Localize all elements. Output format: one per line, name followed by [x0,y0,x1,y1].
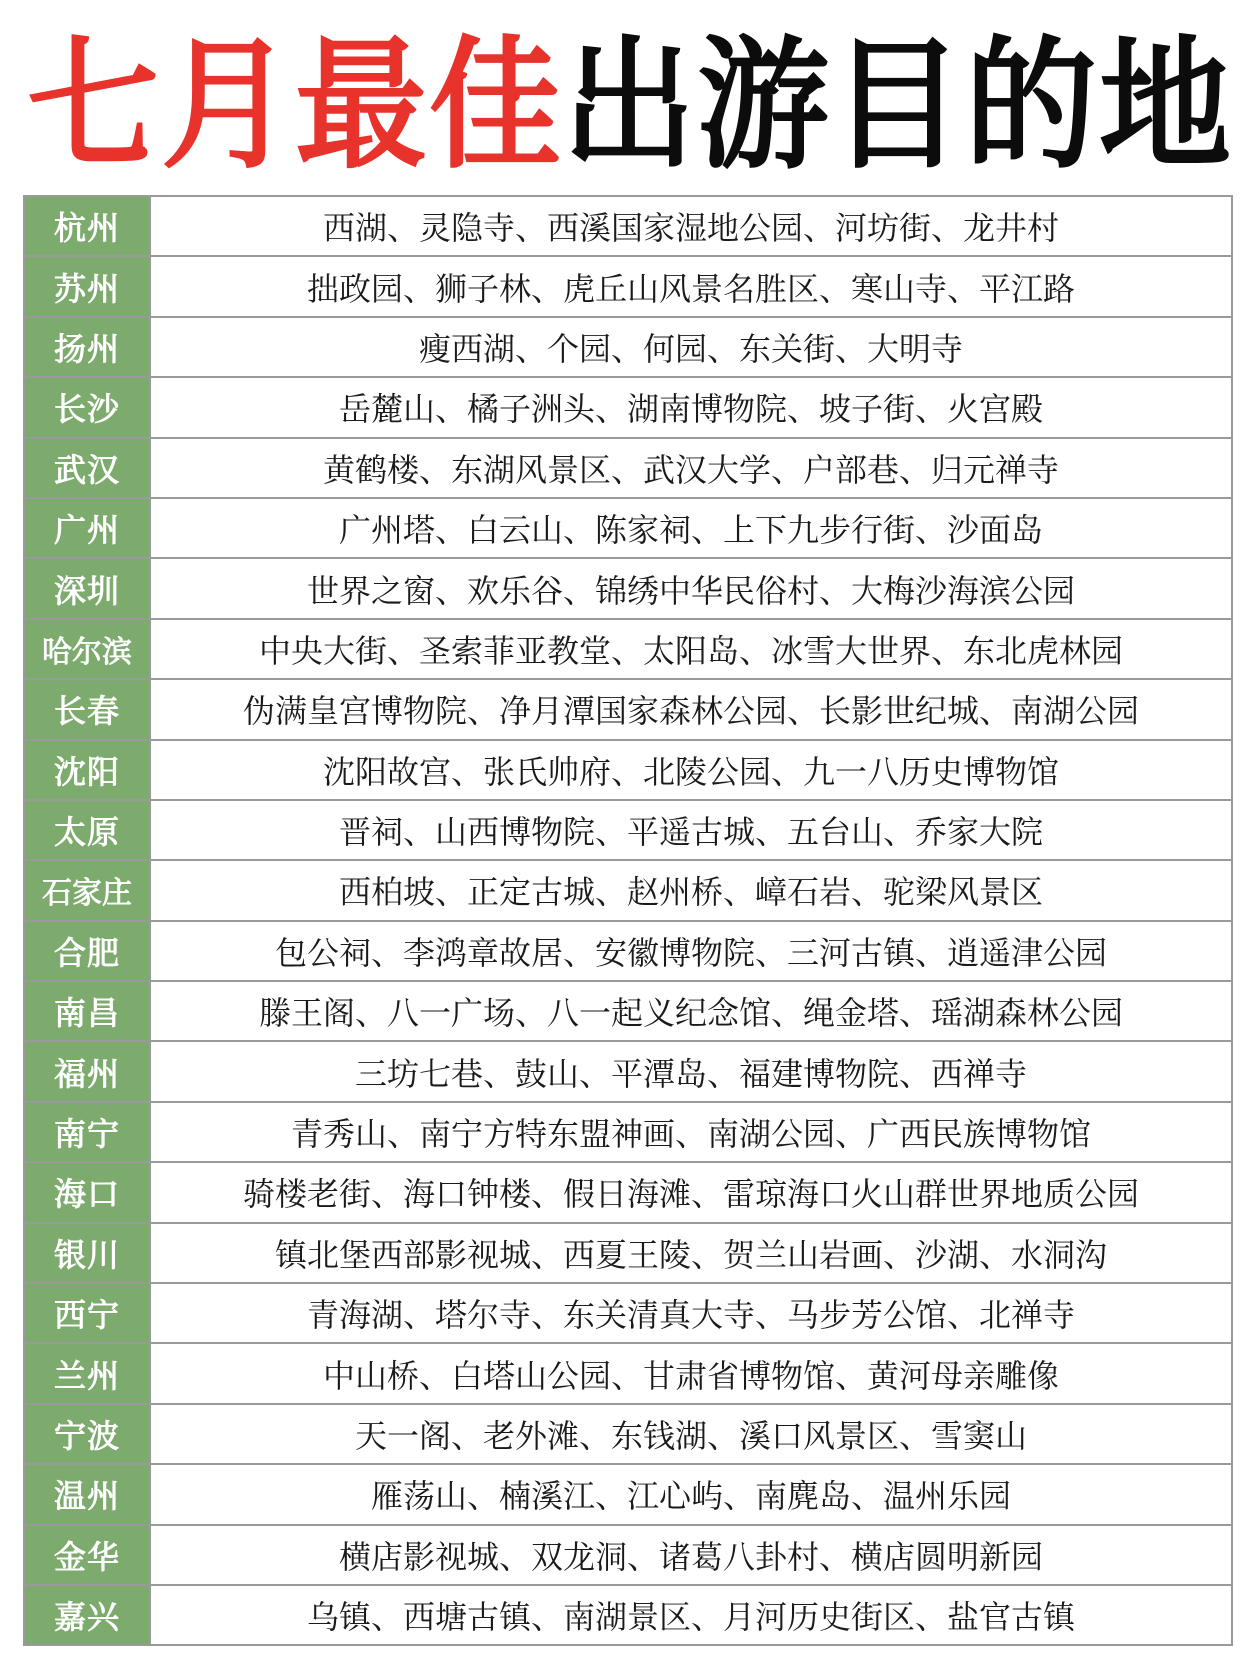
city-cell: 长沙 [25,378,151,436]
table-row [25,801,1231,861]
city-cell: 沈阳 [25,741,151,799]
attractions-cell: 中山桥、白塔山公园、甘肃省博物馆、黄河母亲雕像 [322,1356,1059,1395]
attractions-cell: 沈阳故宫、张氏帅府、北陵公园、九一八历史博物馆 [322,752,1059,791]
city-cell: 南宁 [25,1103,151,1161]
table-row [25,620,1231,680]
city-cell: 深圳 [25,559,151,617]
attractions-cell: 晋祠、山西博物院、平遥古城、五台山、乔家大院 [338,813,1043,852]
attractions-cell: 西湖、灵隐寺、西溪国家湿地公园、河坊街、龙井村 [322,209,1059,248]
city-cell: 杭州 [25,197,151,255]
city-cell: 宁波 [25,1405,151,1463]
title-red-part: 七月最佳 [27,22,563,190]
table-row [25,1465,1231,1525]
attractions-cell: 世界之窗、欢乐谷、锦绣中华民俗村、大梅沙海滨公园 [306,571,1075,610]
city-cell: 银川 [25,1224,151,1282]
table-row [25,1163,1231,1223]
city-cell: 长春 [25,680,151,738]
attractions-cell: 镇北堡西部影视城、西夏王陵、贺兰山岩画、沙湖、水洞沟 [274,1235,1107,1274]
table-row [25,1405,1231,1465]
city-cell: 石家庄 [25,861,151,919]
page-title [0,18,1260,190]
attractions-cell: 青秀山、南宁方特东盟神画、南湖公园、广西民族博物馆 [290,1115,1091,1154]
table-row [25,1344,1231,1404]
attractions-cell: 三坊七巷、鼓山、平潭岛、福建博物院、西禅寺 [354,1054,1027,1093]
city-cell: 金华 [25,1526,151,1584]
attractions-cell: 天一阁、老外滩、东钱湖、溪口风景区、雪窦山 [354,1417,1027,1455]
table-row [25,257,1231,317]
attractions-cell: 瘦西湖、个园、何园、东关街、大明寺 [418,329,963,368]
table-row [25,499,1231,559]
city-cell: 广州 [25,499,151,557]
attractions-cell: 滕王阁、八一广场、八一起义纪念馆、绳金塔、瑶湖森林公园 [258,994,1123,1033]
table-row [25,1042,1231,1102]
table-row [25,1284,1231,1344]
attractions-cell: 雁荡山、楠溪江、江心屿、南麂岛、温州乐园 [370,1477,1011,1516]
attractions-cell: 西柏坡、正定古城、赵州桥、嶂石岩、驼梁风景区 [338,873,1043,912]
city-cell: 海口 [25,1163,151,1221]
destination-table [23,195,1233,1646]
attractions-cell: 骑楼老街、海口钟楼、假日海滩、雷琼海口火山群世界地质公园 [242,1175,1139,1214]
city-cell: 嘉兴 [25,1586,151,1644]
table-row [25,1586,1231,1646]
city-cell: 太原 [25,801,151,859]
table-row [25,439,1231,499]
city-cell: 武汉 [25,439,151,497]
attractions-cell: 包公祠、李鸿章故居、安徽博物院、三河古镇、逍遥津公园 [274,933,1107,972]
city-cell: 兰州 [25,1344,151,1402]
table-row [25,1224,1231,1284]
table-row [25,982,1231,1042]
city-cell: 温州 [25,1465,151,1523]
attractions-cell: 青海湖、塔尔寺、东关清真大寺、马步芳公馆、北禅寺 [306,1296,1075,1335]
table-row [25,378,1231,438]
city-cell: 扬州 [25,318,151,376]
table-row [25,922,1231,982]
city-cell: 福州 [25,1042,151,1100]
attractions-cell: 岳麓山、橘子洲头、湖南博物院、坡子街、火宫殿 [338,390,1043,429]
attractions-cell: 横店影视城、双龙洞、诸葛八卦村、横店圆明新园 [338,1537,1043,1576]
city-cell: 西宁 [25,1284,151,1342]
attractions-cell: 黄鹤楼、东湖风景区、武汉大学、户部巷、归元禅寺 [322,450,1059,489]
table-row [25,318,1231,378]
attractions-cell: 伪满皇宫博物院、净月潭国家森林公园、长影世纪城、南湖公园 [242,692,1139,731]
table-row [25,1103,1231,1163]
city-cell: 苏州 [25,257,151,315]
attractions-cell: 广州塔、白云山、陈家祠、上下九步行街、沙面岛 [338,511,1043,550]
title-black-part: 出游目的地 [563,22,1233,190]
table-row [25,861,1231,921]
attractions-cell: 中央大街、圣索菲亚教堂、太阳岛、冰雪大世界、东北虎林园 [258,631,1123,670]
city-cell: 南昌 [25,982,151,1040]
table-row [25,197,1231,257]
table-row [25,559,1231,619]
city-cell: 哈尔滨 [25,620,151,678]
table-row [25,680,1231,740]
table-row [25,1526,1231,1586]
city-cell: 合肥 [25,922,151,980]
attractions-cell: 拙政园、狮子林、虎丘山风景名胜区、寒山寺、平江路 [306,269,1075,308]
attractions-cell: 乌镇、西塘古镇、南湖景区、月河历史街区、盐官古镇 [306,1598,1075,1637]
table-row [25,741,1231,801]
